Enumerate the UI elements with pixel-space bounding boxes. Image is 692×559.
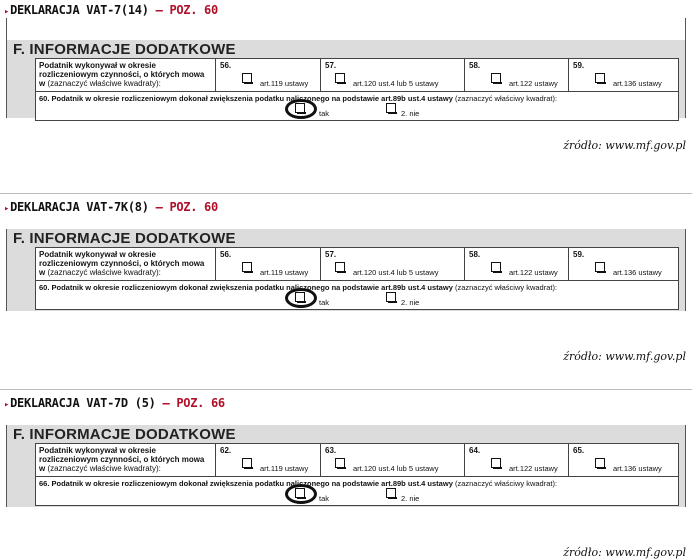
- checkbox-yes[interactable]: [295, 103, 305, 113]
- field-cell: [216, 248, 321, 280]
- checkbox[interactable]: [335, 458, 345, 468]
- field-number: 58.: [469, 250, 481, 259]
- checkbox[interactable]: [491, 73, 501, 83]
- description-hint: (zaznaczyć właściwe kwadraty):: [47, 268, 161, 277]
- section-title: F. INFORMACJE DODATKOWE: [13, 230, 236, 247]
- field-grid: [35, 247, 679, 310]
- position-number: POZ. 60: [169, 3, 218, 17]
- section-divider: [0, 193, 692, 194]
- declaration-section-2: [0, 197, 692, 363]
- field-label: art.119 ustawy: [260, 268, 309, 277]
- field-cell: [465, 248, 569, 280]
- field-number: 59.: [573, 250, 585, 259]
- checkbox[interactable]: [335, 262, 345, 272]
- position-number: POZ. 66: [176, 396, 225, 410]
- field-row: [36, 59, 678, 92]
- form-excerpt: [6, 229, 686, 311]
- checkbox[interactable]: [595, 262, 605, 272]
- question-bold: 60. Podatnik w okresie rozliczeniowym dokonał zwiększenia podatku naliczonego na podstawie art.89b ust.4 ustawy: [39, 94, 453, 103]
- declaration-section-3: [0, 393, 692, 559]
- section-title: F. INFORMACJE DODATKOWE: [13, 426, 236, 443]
- field-label: art.122 ustawy: [509, 464, 558, 473]
- option-yes-label: tak: [319, 298, 330, 307]
- field-cell: [321, 444, 465, 476]
- field-cell: [321, 248, 465, 280]
- field-number: 56.: [220, 61, 232, 70]
- field-number: 58.: [469, 61, 481, 70]
- source-caption: źródło: www.mf.gov.pl: [563, 139, 686, 152]
- field-label: art.119 ustawy: [260, 79, 309, 88]
- question-row: [36, 92, 678, 120]
- option-yes-label: tak: [319, 494, 330, 503]
- checkbox[interactable]: [595, 458, 605, 468]
- checkbox-yes[interactable]: [295, 292, 305, 302]
- field-number: 56.: [220, 250, 232, 259]
- question-hint: (zaznaczyć właściwy kwadrat):: [454, 94, 558, 103]
- question-hint: (zaznaczyć właściwy kwadrat):: [454, 479, 558, 488]
- form-name: DEKLARACJA VAT-7K(8): [10, 200, 149, 214]
- field-cell: [321, 59, 465, 91]
- question-bold: 60. Podatnik w okresie rozliczeniowym dokonał zwiększenia podatku naliczonego na podstawie art.89b ust.4 ustawy: [39, 283, 453, 292]
- field-label: art.122 ustawy: [509, 268, 558, 277]
- field-cell: [216, 59, 321, 91]
- description-hint: (zaznaczyć właściwe kwadraty):: [47, 464, 161, 473]
- field-label: art.136 ustawy: [613, 464, 662, 473]
- checkbox-no[interactable]: [386, 103, 396, 113]
- form-name: DEKLARACJA VAT-7(14): [10, 3, 149, 17]
- checkbox-yes[interactable]: [295, 488, 305, 498]
- description-cell: [36, 444, 216, 476]
- form-excerpt: [6, 425, 686, 507]
- field-number: 65.: [573, 446, 585, 455]
- checkbox[interactable]: [595, 73, 605, 83]
- field-number: 64.: [469, 446, 481, 455]
- field-label: art.136 ustawy: [613, 79, 662, 88]
- field-number: 57.: [325, 61, 337, 70]
- source-caption: źródło: www.mf.gov.pl: [563, 546, 686, 559]
- section-heading: [4, 3, 218, 17]
- field-grid: [35, 443, 679, 506]
- bullet-icon: ▸: [4, 7, 10, 17]
- field-label: art.120 ust.4 lub 5 ustawy: [353, 268, 439, 277]
- checkbox[interactable]: [242, 73, 252, 83]
- field-cell: [465, 444, 569, 476]
- question-hint: (zaznaczyć właściwy kwadrat):: [454, 283, 558, 292]
- field-cell: [569, 444, 673, 476]
- heading-dash: –: [162, 396, 170, 410]
- field-number: 59.: [573, 61, 585, 70]
- field-row: [36, 248, 678, 281]
- question-bold: 66. Podatnik w okresie rozliczeniowym dokonał zwiększenia podatku naliczonego na podstawie art.89b ust.4 ustawy: [39, 479, 453, 488]
- description-text: Podatnik wykonywał w okresie rozliczeniowym czynności, o których mowa w: [39, 250, 205, 277]
- field-label: art.122 ustawy: [509, 79, 558, 88]
- checkbox[interactable]: [242, 262, 252, 272]
- section-divider: [0, 389, 692, 390]
- bullet-icon: ▸: [4, 204, 10, 214]
- option-no-label: 2. nie: [401, 298, 420, 307]
- field-cell: [465, 59, 569, 91]
- checkbox-no[interactable]: [386, 292, 396, 302]
- bullet-icon: ▸: [4, 400, 10, 410]
- question-row: [36, 477, 678, 505]
- description-cell: [36, 59, 216, 91]
- checkbox[interactable]: [491, 262, 501, 272]
- heading-dash: –: [155, 200, 163, 214]
- field-label: art.120 ust.4 lub 5 ustawy: [353, 79, 439, 88]
- description-text: Podatnik wykonywał w okresie rozliczeniowym czynności, o których mowa w: [39, 446, 205, 473]
- field-label: art.136 ustawy: [613, 268, 662, 277]
- option-no-label: 2. nie: [401, 109, 420, 118]
- description-hint: (zaznaczyć właściwe kwadraty):: [47, 79, 161, 88]
- field-grid: [35, 58, 679, 121]
- heading-dash: –: [155, 3, 163, 17]
- description-cell: [36, 248, 216, 280]
- field-cell: [569, 59, 673, 91]
- field-number: 62.: [220, 446, 232, 455]
- position-number: POZ. 60: [169, 200, 218, 214]
- field-row: [36, 444, 678, 477]
- checkbox[interactable]: [335, 73, 345, 83]
- checkbox-no[interactable]: [386, 488, 396, 498]
- form-excerpt: [6, 18, 686, 118]
- field-number: 57.: [325, 250, 337, 259]
- description-text: Podatnik wykonywał w okresie rozliczeniowym czynności, o których mowa w: [39, 61, 205, 88]
- checkbox[interactable]: [491, 458, 501, 468]
- section-heading: [4, 396, 225, 410]
- field-label: art.120 ust.4 lub 5 ustawy: [353, 464, 439, 473]
- question-row: [36, 281, 678, 309]
- form-name: DEKLARACJA VAT-7D (5): [10, 396, 156, 410]
- field-cell: [216, 444, 321, 476]
- field-cell: [569, 248, 673, 280]
- section-title: F. INFORMACJE DODATKOWE: [13, 41, 236, 58]
- option-no-label: 2. nie: [401, 494, 420, 503]
- option-yes-label: tak: [319, 109, 330, 118]
- field-number: 63.: [325, 446, 337, 455]
- field-label: art.119 ustawy: [260, 464, 309, 473]
- checkbox[interactable]: [242, 458, 252, 468]
- source-caption: źródło: www.mf.gov.pl: [563, 350, 686, 363]
- section-heading: [4, 200, 218, 214]
- declaration-section-1: [0, 0, 692, 160]
